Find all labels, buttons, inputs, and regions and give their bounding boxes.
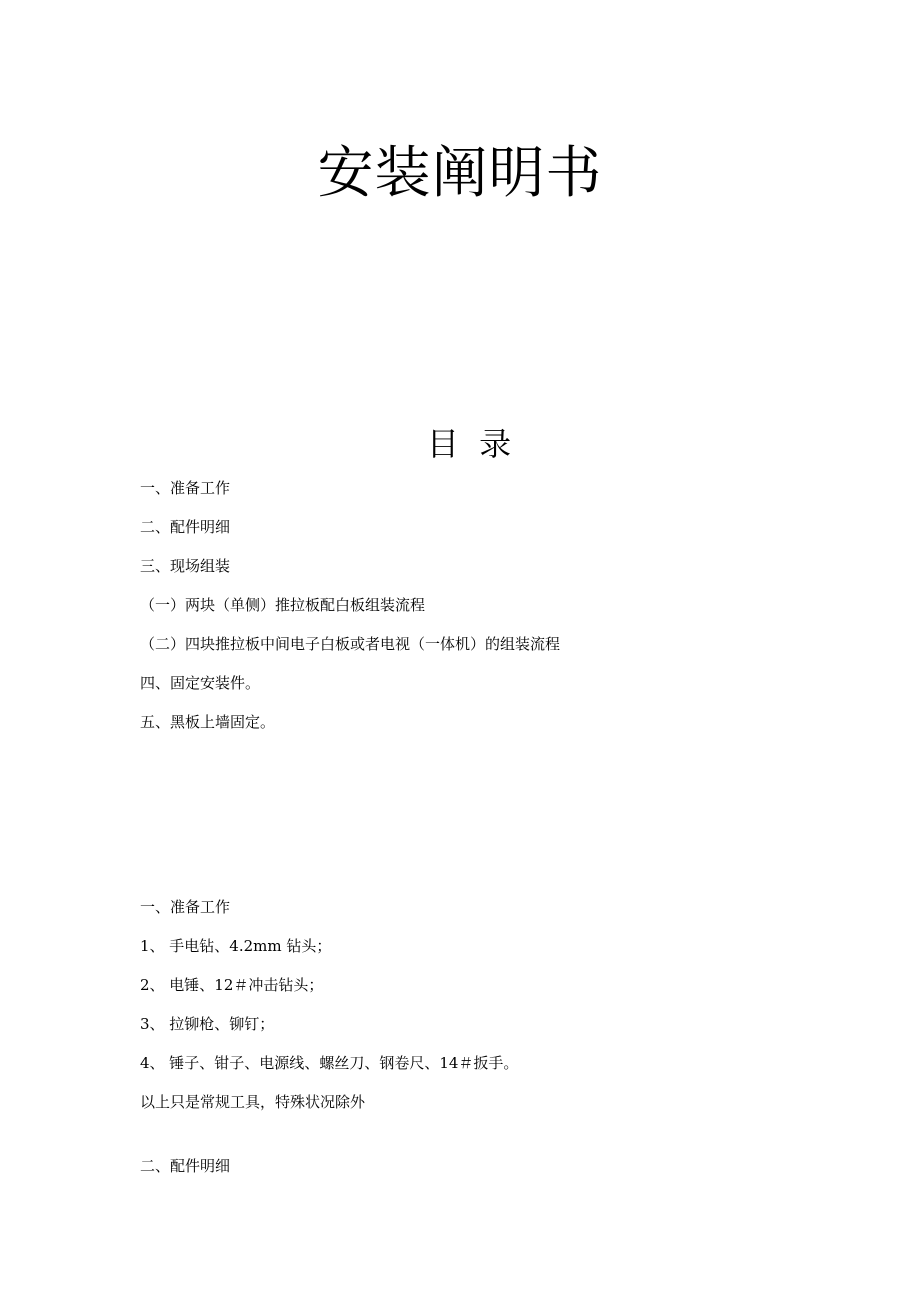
tool-list-item: 1、 手电钻、4.2mm 钻头； [140, 937, 332, 955]
tool-list-item: 3、 拉铆枪、铆钉； [140, 1015, 275, 1033]
toc-item: 五、黑板上墙固定。 [140, 713, 276, 731]
toc-item: 二、配件明细 [140, 518, 231, 536]
section-heading: 一、准备工作 [140, 898, 231, 916]
toc-item: 四、固定安装件。 [140, 674, 261, 692]
toc-item: 三、现场组装 [140, 557, 231, 575]
document-title: 安装阐明书 [317, 141, 603, 206]
toc-item: 一、准备工作 [140, 479, 231, 497]
tools-note: 以上只是常规工具，特殊状况除外 [140, 1093, 366, 1111]
tool-list-item: 2、 电锤、12＃冲击钻头； [140, 976, 324, 994]
tool-list-item: 4、 锤子、钳子、电源线、螺丝刀、钢卷尺、14＃扳手。 [140, 1054, 519, 1072]
toc-item: （一）两块（单侧）推拉板配白板组装流程 [140, 596, 426, 614]
toc-item: （二）四块推拉板中间电子白板或者电视（一体机）的组装流程 [140, 635, 561, 653]
section-heading: 二、配件明细 [140, 1157, 231, 1175]
toc-heading: 目 录 [426, 425, 512, 463]
